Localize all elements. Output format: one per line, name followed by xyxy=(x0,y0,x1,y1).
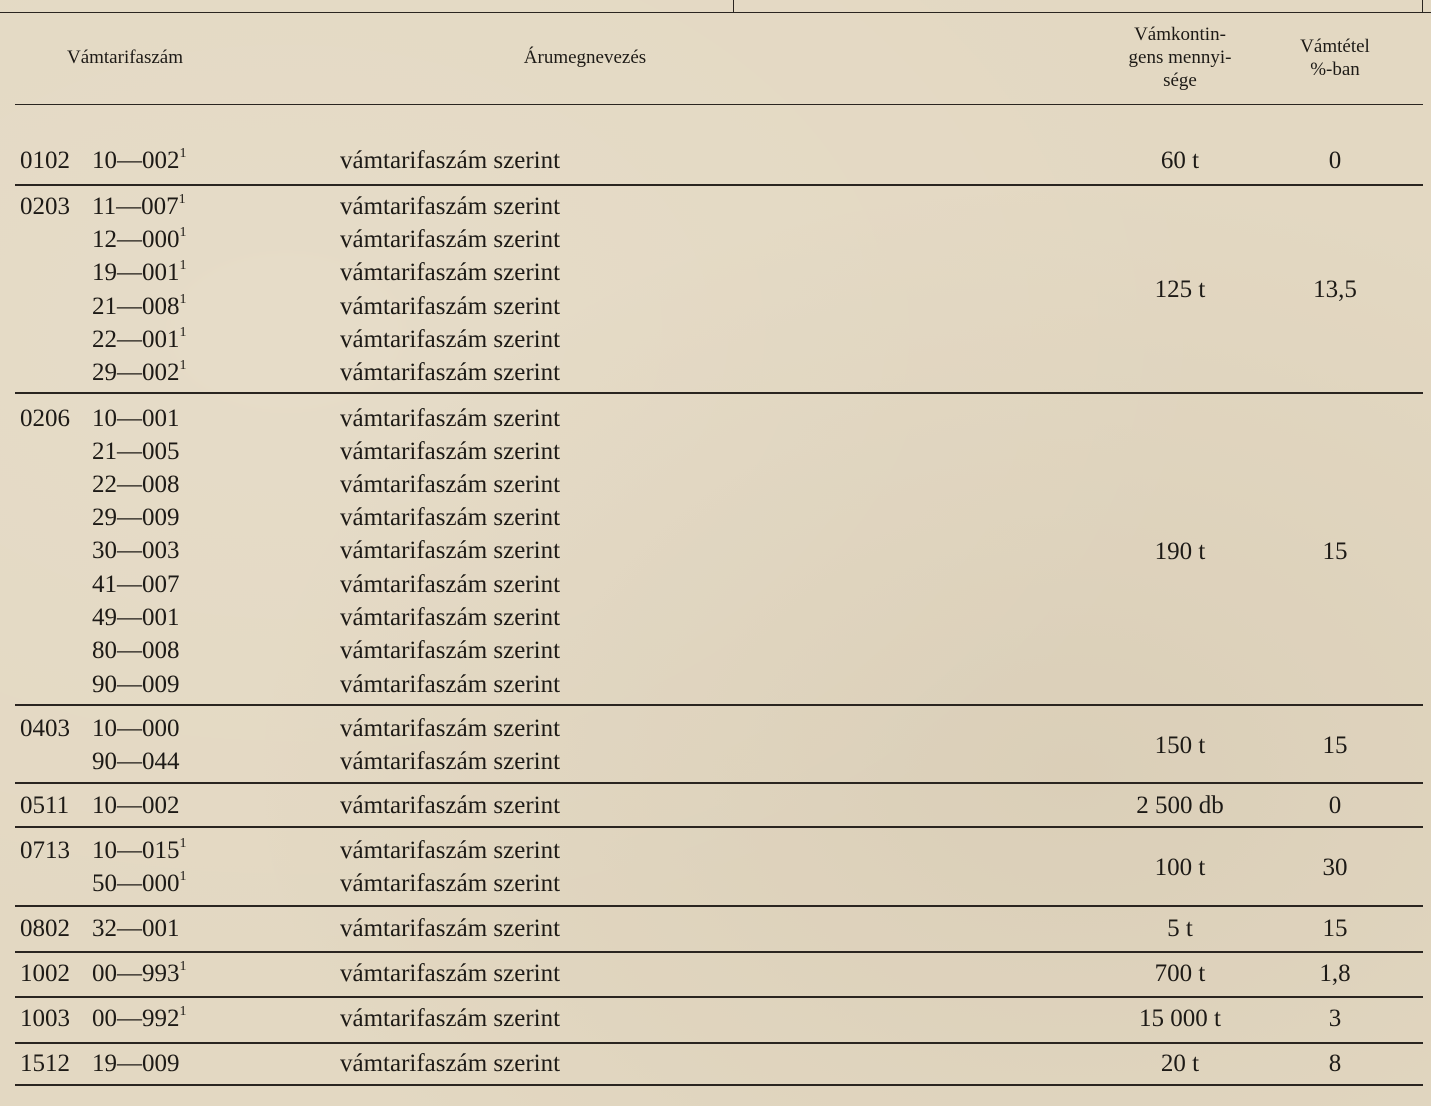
product-description: vámtarifaszám szerint xyxy=(340,326,561,353)
subheading-number: 10—000 xyxy=(92,715,180,742)
product-description: vámtarifaszám szerint xyxy=(340,637,561,664)
footnote-marker: 1 xyxy=(179,145,187,161)
product-description: vámtarifaszám szerint xyxy=(340,571,561,598)
duty-rate: 3 xyxy=(1328,1005,1342,1032)
product-description: vámtarifaszám szerint xyxy=(340,471,561,498)
tariff-heading: 1003 xyxy=(20,1005,70,1032)
group-rule xyxy=(15,996,1423,998)
header-rule xyxy=(15,104,1423,105)
subheading-number: 41—007 xyxy=(92,571,180,598)
group-rule xyxy=(15,951,1423,953)
subheading-number: 10—015 xyxy=(92,837,180,864)
group-rule xyxy=(15,1042,1423,1044)
footnote-marker: 1 xyxy=(179,868,187,884)
subheading-number: 22—008 xyxy=(92,471,180,498)
subheading-number: 11—007 xyxy=(92,193,179,220)
subheading-number: 29—002 xyxy=(92,359,180,386)
group-rule xyxy=(15,826,1423,828)
tariff-subheading xyxy=(92,959,187,989)
quota-quantity: 700 t xyxy=(1154,960,1206,987)
column-divider xyxy=(733,0,734,12)
quota-quantity: 15 000 t xyxy=(1139,1005,1221,1032)
tariff-heading: 1512 xyxy=(20,1050,70,1077)
tariff-heading: 0802 xyxy=(20,915,70,942)
duty-rate: 8 xyxy=(1328,1050,1342,1077)
footnote-marker: 1 xyxy=(179,257,187,273)
tariff-heading: 0403 xyxy=(20,715,70,742)
column-divider xyxy=(1422,0,1423,12)
tariff-subheading xyxy=(92,1049,180,1079)
product-description: vámtarifaszám szerint xyxy=(340,226,561,253)
tariff-subheading xyxy=(92,914,180,944)
tariff-subheading xyxy=(92,437,180,467)
tariff-subheading xyxy=(92,570,180,600)
subheading-number: 50—000 xyxy=(92,870,180,897)
subheading-number: 90—009 xyxy=(92,671,180,698)
subheading-number: 10—002 xyxy=(92,792,180,819)
duty-rate: 15 xyxy=(1322,915,1348,942)
tariff-subheading xyxy=(92,714,180,744)
product-description: vámtarifaszám szerint xyxy=(340,193,561,220)
subheading-number: 21—008 xyxy=(92,293,180,320)
quota-quantity: 125 t xyxy=(1154,276,1206,303)
tariff-heading: 0206 xyxy=(20,405,70,432)
footnote-marker: 1 xyxy=(178,191,186,207)
footnote-marker: 1 xyxy=(179,291,187,307)
subheading-number: 12—000 xyxy=(92,226,180,253)
subheading-number: 49—001 xyxy=(92,604,180,631)
product-description: vámtarifaszám szerint xyxy=(340,259,561,286)
product-description: vámtarifaszám szerint xyxy=(340,915,561,942)
tariff-subheading xyxy=(92,636,180,666)
subheading-number: 80—008 xyxy=(92,637,180,664)
footnote-marker: 1 xyxy=(179,357,187,373)
header-product-name: Árumegnevezés xyxy=(523,47,647,68)
duty-rate: 1,8 xyxy=(1319,960,1351,987)
product-description: vámtarifaszám szerint xyxy=(340,504,561,531)
product-description: vámtarifaszám szerint xyxy=(340,1050,561,1077)
tariff-heading: 0511 xyxy=(20,792,70,819)
tariff-subheading xyxy=(92,869,187,899)
subheading-number: 00—993 xyxy=(92,960,180,987)
subheading-number: 29—009 xyxy=(92,504,180,531)
tariff-subheading xyxy=(92,791,180,821)
group-rule xyxy=(15,704,1423,706)
duty-rate: 15 xyxy=(1322,538,1348,565)
quota-quantity: 5 t xyxy=(1167,915,1193,942)
subheading-number: 30—003 xyxy=(92,537,180,564)
product-description: vámtarifaszám szerint xyxy=(340,293,561,320)
tariff-subheading xyxy=(92,536,180,566)
group-rule xyxy=(15,1084,1423,1086)
quota-quantity: 100 t xyxy=(1154,853,1206,881)
product-description: vámtarifaszám szerint xyxy=(340,405,561,432)
product-description: vámtarifaszám szerint xyxy=(340,715,561,742)
group-rule xyxy=(15,905,1423,907)
subheading-number: 00—992 xyxy=(92,1005,180,1032)
tariff-subheading xyxy=(92,603,180,633)
tariff-subheading xyxy=(92,404,180,434)
product-description: vámtarifaszám szerint xyxy=(340,792,561,819)
quota-quantity: 60 t xyxy=(1160,147,1200,174)
tariff-heading: 0203 xyxy=(20,193,70,220)
header-duty-rate: Vámtétel %-ban xyxy=(1300,36,1370,80)
subheading-number: 19—009 xyxy=(92,1050,180,1077)
header-quota-quantity: Vámkontin- gens mennyi- sége xyxy=(1128,24,1232,91)
tariff-subheading xyxy=(92,325,187,355)
tariff-subheading xyxy=(92,258,187,288)
product-description: vámtarifaszám szerint xyxy=(340,359,561,386)
duty-rate: 15 xyxy=(1322,731,1348,759)
tariff-heading: 1002 xyxy=(20,960,70,987)
subheading-number: 21—005 xyxy=(92,438,180,465)
duty-rate: 13,5 xyxy=(1313,276,1357,303)
tariff-heading: 0102 xyxy=(20,147,70,174)
quota-quantity: 2 500 db xyxy=(1136,792,1224,819)
duty-rate: 0 xyxy=(1328,147,1342,174)
footnote-marker: 1 xyxy=(179,1003,187,1019)
subheading-number: 32—001 xyxy=(92,915,180,942)
tariff-subheading xyxy=(92,836,187,866)
subheading-number: 19—001 xyxy=(92,259,180,286)
tariff-subheading xyxy=(92,225,187,255)
product-description: vámtarifaszám szerint xyxy=(340,604,561,631)
product-description: vámtarifaszám szerint xyxy=(340,1005,561,1032)
product-description: vámtarifaszám szerint xyxy=(340,438,561,465)
product-description: vámtarifaszám szerint xyxy=(340,147,561,174)
group-rule xyxy=(15,184,1423,186)
subheading-number: 22—001 xyxy=(92,326,180,353)
group-rule xyxy=(15,392,1423,394)
product-description: vámtarifaszám szerint xyxy=(340,748,561,775)
product-description: vámtarifaszám szerint xyxy=(340,960,561,987)
duty-rate: 30 xyxy=(1322,853,1348,881)
subheading-number: 90—044 xyxy=(92,748,180,775)
product-description: vámtarifaszám szerint xyxy=(340,837,561,864)
tariff-subheading xyxy=(92,503,180,533)
tariff-subheading xyxy=(92,1004,187,1034)
tariff-heading: 0713 xyxy=(20,837,70,864)
tariff-subheading xyxy=(92,747,180,777)
duty-rate: 0 xyxy=(1328,792,1342,819)
subheading-number: 10—002 xyxy=(92,147,180,174)
subheading-number: 10—001 xyxy=(92,405,180,432)
product-description: vámtarifaszám szerint xyxy=(340,671,561,698)
top-rule xyxy=(0,12,1431,13)
product-description: vámtarifaszám szerint xyxy=(340,537,561,564)
footnote-marker: 1 xyxy=(179,324,187,340)
header-tariff-number: Vámtarifaszám xyxy=(66,47,184,68)
tariff-subheading xyxy=(92,146,187,176)
tariff-subheading xyxy=(92,670,180,700)
footnote-marker: 1 xyxy=(179,224,187,240)
tariff-subheading xyxy=(92,470,180,500)
tariff-subheading xyxy=(92,358,187,388)
quota-quantity: 150 t xyxy=(1154,731,1206,759)
tariff-subheading xyxy=(92,192,186,222)
quota-quantity: 190 t xyxy=(1154,538,1206,565)
footnote-marker: 1 xyxy=(179,835,187,851)
footnote-marker: 1 xyxy=(179,958,187,974)
product-description: vámtarifaszám szerint xyxy=(340,870,561,897)
group-rule xyxy=(15,782,1423,784)
tariff-subheading xyxy=(92,292,187,322)
quota-quantity: 20 t xyxy=(1160,1050,1200,1077)
